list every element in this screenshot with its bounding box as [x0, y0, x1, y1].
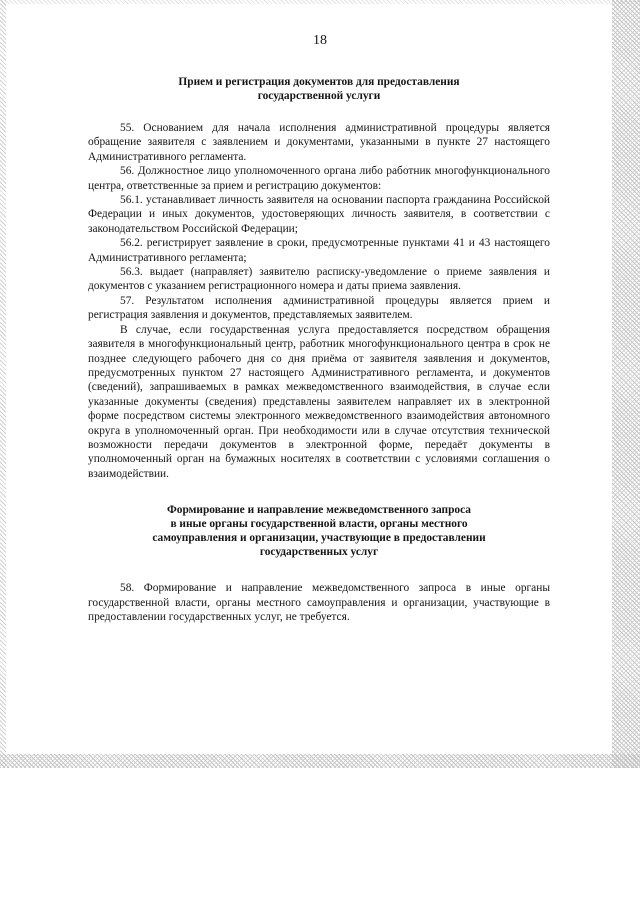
- page-number: 18: [313, 33, 327, 48]
- paragraph-56-3: 56.3. выдает (направляет) заявителю расписку-уведомление о приеме заявления и документов с указанием регистрационного номера и даты приема заявления.: [88, 266, 550, 293]
- heading-line: Прием и регистрация документов для предоставления: [178, 76, 460, 88]
- heading-line: самоуправления и организации, участвующие в предоставлении: [152, 532, 486, 545]
- paragraph-mfc: В случае, если государственная услуга предоставляется посредством обращения заявителя в многофункциональный центр, работник многофункционального центра в срок не позднее следующего рабочего дня со дня приёма от заявителя заявления и документов, предусмотренных пунктом 27 настоящего Административного регламента, и документов (сведений), запрашиваемых в рамках межведомственного взаимодействия, в случае если указанные документы (сведения) представлены заявителем направляет их в электронной форме посредством системы электронного межведомственного взаимодействия автономного округа в уполномоченный орган. При необходимости или в случае отсутствия технической возможности передачи документов в электронной форме, передаёт документы в уполномоченный орган на бумажных носителях в соответствии с условиями соглашения о взаимодействии.: [88, 323, 550, 480]
- paragraph-57: 57. Результатом исполнения административной процедуры является прием и регистрация заявления и документов, представляемых заявителем.: [88, 294, 550, 322]
- scan-border-left: [0, 0, 6, 768]
- heading-line: государственной услуги: [257, 90, 381, 102]
- document-body: [88, 62, 550, 624]
- paragraph-56: 56. Должностное лицо уполномоченного органа либо работник многофункционального центра, ответственные за прием и регистрацию документов:: [88, 165, 550, 192]
- scan-border-right: [612, 0, 640, 768]
- heading-line: государственных услуг: [259, 546, 379, 559]
- scan-border-bottom: [0, 754, 640, 768]
- paragraph-58: 58. Формирование и направление межведомственного запроса в иные органы государственной власти, органы местного самоуправления и организации, участвующие в предоставлении государственных услуг, не требуется.: [88, 582, 550, 623]
- heading-line: в иные органы государственной власти, органы местного: [170, 518, 468, 531]
- section-heading: [88, 75, 550, 103]
- paragraph-55: 55. Основанием для начала исполнения административной процедуры является обращение заявителя с заявлением и документами, указанными в пункте 27 настоящего Административного регламента.: [88, 122, 550, 163]
- scan-border-top: [0, 0, 640, 4]
- heading-line: Формирование и направление межведомственного запроса: [166, 504, 472, 517]
- paragraph-56-1: 56.1. устанавливает личность заявителя на основании паспорта гражданина Российской Федерации и иных документов, удостоверяющих личность заявителя, в соответствии с законодательством Российской Федерации;: [88, 194, 550, 235]
- section-heading: [88, 503, 550, 559]
- paragraph-56-2: 56.2. регистрирует заявление в сроки, предусмотренные пунктами 41 и 43 настоящего Административного регламента;: [88, 237, 550, 264]
